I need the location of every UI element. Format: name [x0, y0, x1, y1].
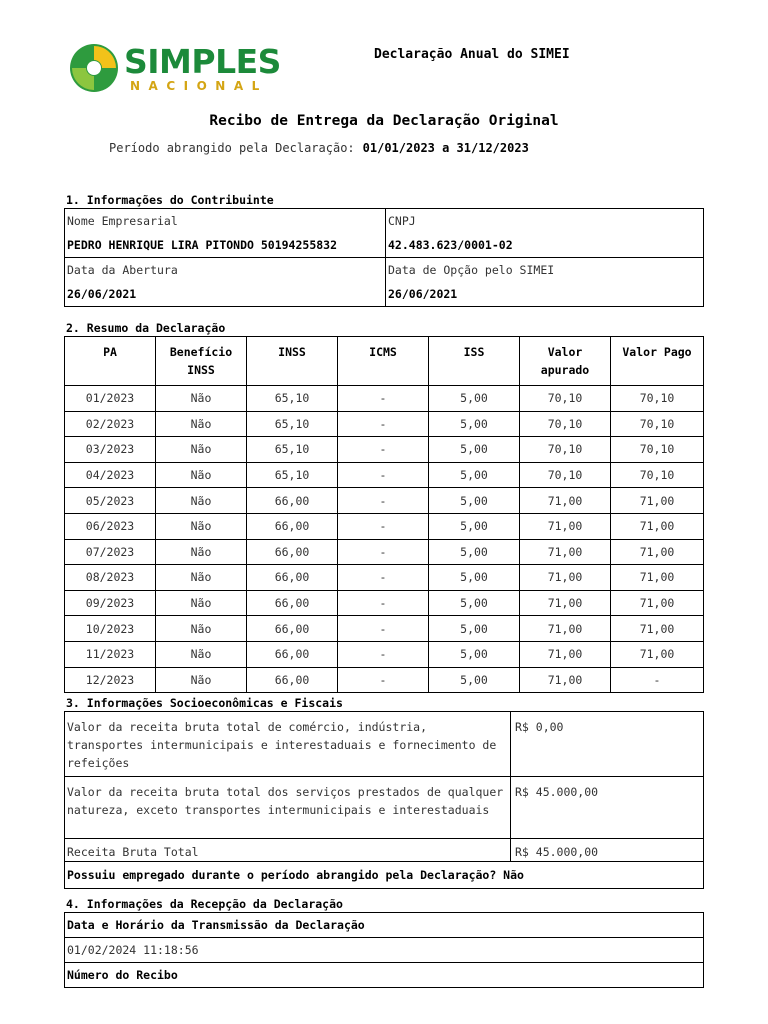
table-row [65, 667, 704, 693]
cell-valor-pago: 71,00 [611, 513, 704, 539]
employee-question: Possuiu empregado durante o período abrangido pela Declaração? Não [65, 862, 704, 889]
cell-valor-apurado: 70,10 [520, 411, 611, 437]
recibo-label: Número do Recibo [65, 963, 704, 988]
cell-pa: 05/2023 [65, 488, 156, 514]
cell-valor-pago: 70,10 [611, 411, 704, 437]
cell-valor-pago: 71,00 [611, 590, 704, 616]
declaration-period [109, 141, 529, 155]
cell-pa: 08/2023 [65, 565, 156, 591]
table-row [65, 641, 704, 667]
cell-inss: 66,00 [247, 539, 338, 565]
section4-title: 4. Informações da Recepção da Declaração [66, 897, 343, 911]
cell-beneficio: Não [156, 616, 247, 642]
cell-iss: 5,00 [429, 386, 520, 412]
cell-valor-pago: 71,00 [611, 488, 704, 514]
section2-title: 2. Resumo da Declaração [66, 321, 226, 335]
abertura-label: Data da Abertura [65, 258, 386, 283]
cell-inss: 65,10 [247, 462, 338, 488]
declaration-summary-table [64, 336, 704, 693]
cell-icms: - [338, 641, 429, 667]
cell-iss: 5,00 [429, 667, 520, 693]
cell-iss: 5,00 [429, 437, 520, 463]
cell-icms: - [338, 616, 429, 642]
nome-label: Nome Empresarial [65, 209, 386, 234]
cell-pa: 01/2023 [65, 386, 156, 412]
cell-iss: 5,00 [429, 539, 520, 565]
cell-valor-apurado: 71,00 [520, 513, 611, 539]
cell-icms: - [338, 667, 429, 693]
col-header-beneficio: Benefício INSS [156, 337, 247, 386]
cell-beneficio: Não [156, 411, 247, 437]
cell-pa: 09/2023 [65, 590, 156, 616]
cell-inss: 66,00 [247, 565, 338, 591]
cell-valor-apurado: 70,10 [520, 437, 611, 463]
cell-inss: 65,10 [247, 386, 338, 412]
cell-icms: - [338, 513, 429, 539]
cell-valor-pago: - [611, 667, 704, 693]
cell-pa: 06/2023 [65, 513, 156, 539]
summary-table-body [65, 386, 704, 693]
table-row [65, 513, 704, 539]
cell-valor-apurado: 71,00 [520, 616, 611, 642]
cell-iss: 5,00 [429, 488, 520, 514]
section3-title: 3. Informações Socioeconômicas e Fiscais [66, 696, 343, 710]
cell-iss: 5,00 [429, 590, 520, 616]
cell-beneficio: Não [156, 565, 247, 591]
cell-iss: 5,00 [429, 616, 520, 642]
col-header-valor-apurado: Valor apurado [520, 337, 611, 386]
cell-valor-pago: 71,00 [611, 616, 704, 642]
cell-valor-pago: 70,10 [611, 386, 704, 412]
cell-beneficio: Não [156, 437, 247, 463]
cell-iss: 5,00 [429, 513, 520, 539]
cell-pa: 04/2023 [65, 462, 156, 488]
cell-beneficio: Não [156, 386, 247, 412]
cell-valor-apurado: 70,10 [520, 462, 611, 488]
cell-beneficio: Não [156, 462, 247, 488]
document-type: Declaração Anual do SIMEI [374, 47, 570, 62]
cell-beneficio: Não [156, 539, 247, 565]
period-value: 01/01/2023 a 31/12/2023 [362, 141, 529, 155]
cell-pa: 12/2023 [65, 667, 156, 693]
cell-icms: - [338, 488, 429, 514]
logo-text-simples: SIMPLES [124, 42, 281, 81]
simples-nacional-logo [68, 40, 281, 96]
table-row [65, 590, 704, 616]
table-row [65, 386, 704, 412]
table-row [65, 488, 704, 514]
receita-comercio-value: R$ 0,00 [511, 712, 704, 777]
cell-iss: 5,00 [429, 641, 520, 667]
cell-pa: 02/2023 [65, 411, 156, 437]
receita-servicos-label: Valor da receita bruta total dos serviços prestados de qualquer natureza, exceto transportes intermunicipais e interestaduais [65, 777, 511, 839]
cell-icms: - [338, 386, 429, 412]
cell-valor-apurado: 71,00 [520, 488, 611, 514]
cell-beneficio: Não [156, 641, 247, 667]
cell-beneficio: Não [156, 667, 247, 693]
receita-total-value: R$ 45.000,00 [511, 839, 704, 862]
cell-valor-pago: 70,10 [611, 437, 704, 463]
cnpj-value: 42.483.623/0001-02 [386, 233, 704, 258]
cell-beneficio: Não [156, 590, 247, 616]
document-title: Recibo de Entrega da Declaração Original [209, 113, 559, 129]
cnpj-label: CNPJ [386, 209, 704, 234]
cell-inss: 66,00 [247, 513, 338, 539]
transmissao-value: 01/02/2024 11:18:56 [65, 938, 704, 963]
col-header-iss: ISS [429, 337, 520, 386]
cell-icms: - [338, 590, 429, 616]
cell-inss: 65,10 [247, 437, 338, 463]
cell-pa: 11/2023 [65, 641, 156, 667]
cell-inss: 66,00 [247, 488, 338, 514]
logo-text-nacional: NACIONAL [130, 79, 268, 93]
section1-title: 1. Informações do Contribuinte [66, 193, 274, 207]
cell-valor-apurado: 71,00 [520, 565, 611, 591]
nome-value: PEDRO HENRIQUE LIRA PITONDO 50194255832 [65, 233, 386, 258]
receita-comercio-label: Valor da receita bruta total de comércio, indústria, transportes intermunicipais e interestaduais e fornecimento de refeições [65, 712, 511, 777]
cell-icms: - [338, 565, 429, 591]
table-row [65, 565, 704, 591]
table-row [65, 411, 704, 437]
cell-valor-apurado: 71,00 [520, 667, 611, 693]
abertura-value: 26/06/2021 [65, 282, 386, 307]
cell-valor-pago: 71,00 [611, 539, 704, 565]
period-label: Período abrangido pela Declaração: [109, 141, 355, 155]
socioeconomic-table [64, 711, 704, 889]
cell-inss: 66,00 [247, 641, 338, 667]
cell-valor-apurado: 71,00 [520, 641, 611, 667]
cell-valor-pago: 71,00 [611, 565, 704, 591]
opcao-value: 26/06/2021 [386, 282, 704, 307]
taxpayer-info-table [64, 208, 704, 307]
cell-pa: 10/2023 [65, 616, 156, 642]
col-header-pa: PA [65, 337, 156, 386]
cell-beneficio: Não [156, 513, 247, 539]
cell-pa: 03/2023 [65, 437, 156, 463]
table-row [65, 616, 704, 642]
reception-info-table [64, 912, 704, 988]
logo-swirl-icon [68, 42, 120, 94]
table-row [65, 462, 704, 488]
cell-inss: 66,00 [247, 616, 338, 642]
receita-total-label: Receita Bruta Total [65, 839, 511, 862]
cell-iss: 5,00 [429, 462, 520, 488]
cell-valor-apurado: 70,10 [520, 386, 611, 412]
cell-pa: 07/2023 [65, 539, 156, 565]
cell-inss: 66,00 [247, 590, 338, 616]
cell-beneficio: Não [156, 488, 247, 514]
cell-valor-apurado: 71,00 [520, 590, 611, 616]
cell-valor-pago: 70,10 [611, 462, 704, 488]
cell-valor-apurado: 71,00 [520, 539, 611, 565]
transmissao-label: Data e Horário da Transmissão da Declaração [65, 913, 704, 938]
cell-iss: 5,00 [429, 411, 520, 437]
col-header-inss: INSS [247, 337, 338, 386]
opcao-label: Data de Opção pelo SIMEI [386, 258, 704, 283]
cell-icms: - [338, 462, 429, 488]
col-header-valor-pago: Valor Pago [611, 337, 704, 386]
cell-icms: - [338, 411, 429, 437]
cell-icms: - [338, 437, 429, 463]
cell-icms: - [338, 539, 429, 565]
cell-inss: 65,10 [247, 411, 338, 437]
cell-inss: 66,00 [247, 667, 338, 693]
receita-servicos-value: R$ 45.000,00 [511, 777, 704, 839]
cell-valor-pago: 71,00 [611, 641, 704, 667]
table-row [65, 437, 704, 463]
col-header-icms: ICMS [338, 337, 429, 386]
cell-iss: 5,00 [429, 565, 520, 591]
table-row [65, 539, 704, 565]
